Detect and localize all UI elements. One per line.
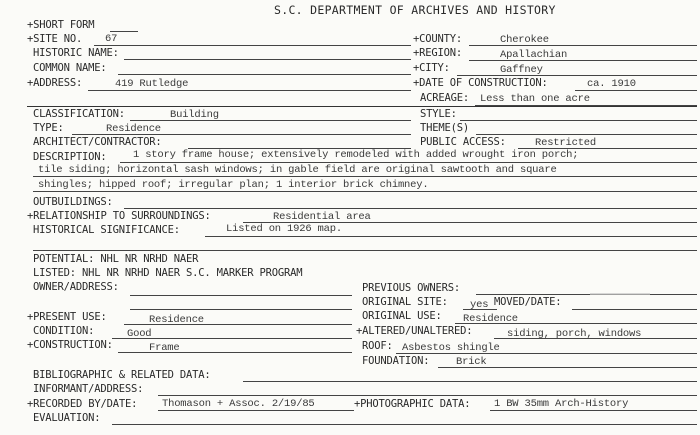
short-form-label: +SHORT FORM: [27, 19, 95, 31]
site-no-value: 67: [105, 33, 118, 45]
description-rule-2: [33, 176, 697, 177]
altered-line: [494, 338, 697, 339]
significance-line-2: [33, 250, 697, 251]
original-site-line: [463, 309, 497, 310]
description-rule-1: [120, 162, 697, 163]
style-line: [460, 120, 697, 121]
condition-value: Good: [127, 328, 152, 340]
photographic-label: +PHOTOGRAPHIC DATA:: [354, 398, 471, 410]
region-value: Apallachian: [500, 49, 568, 61]
classification-label: CLASSIFICATION:: [33, 108, 125, 120]
classification-line: [130, 120, 411, 121]
construction-label: +CONSTRUCTION:: [27, 339, 113, 351]
region-label: +REGION:: [413, 47, 462, 59]
city-label: +CITY:: [413, 62, 450, 74]
common-name-label: COMMON NAME:: [33, 62, 107, 74]
foundation-label: FOUNDATION:: [362, 355, 430, 367]
public-access-value: Restricted: [535, 137, 597, 149]
potential-row: POTENTIAL: NHL NR NRHD NAER: [33, 253, 199, 265]
type-line: [72, 134, 411, 135]
owner-label: OWNER/ADDRESS:: [33, 281, 119, 293]
theme-label: THEME(S): [420, 122, 469, 134]
acreage-label: ACREAGE:: [420, 92, 469, 104]
recorded-value: Thomason + Assoc. 2/19/85: [162, 398, 315, 410]
page-title: S.C. DEPARTMENT OF ARCHIVES AND HISTORY: [274, 3, 556, 17]
description-line-3: shingles; hipped roof; irregular plan; 1 interior brick chimney.: [38, 179, 429, 191]
roof-label: ROOF:: [362, 340, 393, 352]
bibliographic-label: BIBLIOGRAPHIC & RELATED DATA:: [33, 369, 211, 381]
county-value: Cherokee: [500, 34, 549, 46]
evaluation-line: [112, 424, 697, 425]
common-name-line: [118, 74, 411, 75]
outbuildings-label: OUTBUILDINGS:: [33, 196, 113, 208]
county-label: +COUNTY:: [413, 33, 462, 45]
city-line: [457, 75, 697, 76]
evaluation-label: EVALUATION:: [33, 412, 101, 424]
style-label: STYLE:: [420, 108, 457, 120]
photographic-value: 1 BW 35mm Arch-History: [494, 398, 629, 410]
original-use-line: [455, 323, 697, 324]
original-site-label: ORIGINAL SITE:: [362, 296, 448, 308]
photographic-line: [490, 410, 697, 411]
address-value: 419 Rutledge: [115, 78, 189, 90]
address-label: +ADDRESS:: [27, 77, 83, 89]
roof-value: Asbestos shingle: [402, 342, 500, 354]
relationship-value: Residential area: [273, 211, 371, 223]
significance-value: Listed on 1926 map.: [226, 223, 342, 235]
condition-line: [112, 338, 352, 339]
significance-label: HISTORICAL SIGNIFICANCE:: [33, 224, 180, 236]
public-access-label: PUBLIC ACCESS:: [420, 136, 506, 148]
present-use-value: Residence: [149, 314, 204, 326]
description-line-1: 1 story frame house; extensively remodeled with added wrought iron porch;: [133, 149, 579, 161]
foundation-line: [438, 367, 697, 368]
foundation-value: Brick: [456, 356, 487, 368]
previous-owners-line: [476, 294, 697, 295]
original-use-value: Residence: [463, 313, 518, 325]
construction-line: [118, 352, 352, 353]
condition-label: CONDITION:: [33, 325, 95, 337]
smudge-mark: [590, 293, 650, 295]
date-label: +DATE OF CONSTRUCTION:: [413, 77, 548, 89]
county-line: [469, 45, 697, 46]
description-line-2: tile siding; horizontal sash windows; in gable field are original sawtooth and square: [38, 164, 557, 176]
description-label: DESCRIPTION:: [33, 151, 107, 163]
roof-line: [396, 353, 697, 354]
recorded-line: [158, 410, 354, 411]
type-value: Residence: [106, 123, 161, 135]
date-line: [575, 90, 697, 91]
owner-line-2: [130, 309, 352, 310]
present-use-label: +PRESENT USE:: [27, 311, 107, 323]
informant-label: INFORMANT/ADDRESS:: [33, 383, 144, 395]
acreage-value: Less than one acre: [480, 93, 590, 105]
altered-label: +ALTERED/UNALTERED:: [356, 325, 473, 337]
section-divider: [27, 106, 697, 107]
original-site-value: yes: [470, 299, 489, 311]
theme-line: [476, 134, 697, 135]
region-line: [469, 60, 697, 61]
historic-name-label: HISTORIC NAME:: [33, 47, 119, 59]
previous-owners-label: PREVIOUS OWNERS:: [362, 282, 460, 294]
site-no-line: [94, 45, 411, 46]
informant-line: [158, 395, 697, 396]
owner-line: [130, 295, 352, 296]
altered-value: siding, porch, windows: [507, 328, 642, 340]
outbuildings-line: [124, 208, 697, 209]
recorded-label: +RECORDED BY/DATE:: [27, 398, 138, 410]
moved-date-label: MOVED/DATE:: [494, 296, 562, 308]
short-form-line: [110, 31, 138, 32]
historic-name-line: [124, 59, 411, 60]
relationship-label: +RELATIONSHIP TO SURROUNDINGS:: [27, 210, 211, 222]
moved-date-line: [572, 309, 697, 310]
architect-label: ARCHITECT/CONTRACTOR:: [33, 136, 162, 148]
type-label: TYPE:: [33, 122, 64, 134]
classification-value: Building: [170, 109, 219, 121]
date-value: ca. 1910: [587, 78, 636, 90]
present-use-line: [124, 324, 352, 325]
site-no-label: +SITE NO.: [27, 33, 83, 45]
address-line: [88, 90, 411, 91]
description-rule-3: [33, 191, 697, 192]
bibliographic-line: [243, 381, 697, 382]
city-value: Gaffney: [500, 64, 543, 76]
listed-row: LISTED: NHL NR NRHD NAER S.C. MARKER PROGRAM: [33, 267, 303, 279]
construction-value: Frame: [149, 342, 180, 354]
original-use-label: ORIGINAL USE:: [362, 310, 442, 322]
significance-line: [205, 236, 697, 237]
